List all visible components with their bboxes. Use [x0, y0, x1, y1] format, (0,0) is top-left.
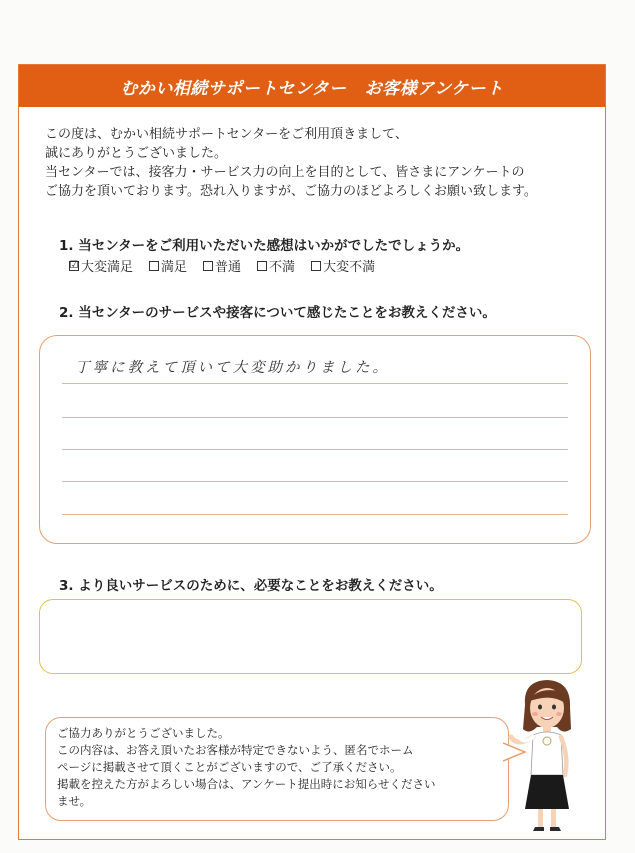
checkbox-checked-icon[interactable]: ☑: [69, 259, 79, 271]
closing-line: ませ。: [57, 794, 92, 808]
answer-rule: [62, 383, 568, 384]
option-label: 大変満足: [81, 260, 134, 275]
answer-rule: [62, 449, 568, 450]
header-survey-title: お客様アンケート: [364, 78, 504, 99]
option-label: 大変不満: [323, 260, 376, 275]
closing-text: [57, 725, 497, 810]
option-label: 不満: [269, 260, 296, 275]
answer-rule: [62, 481, 568, 482]
checkbox-icon[interactable]: [311, 261, 321, 271]
option-very-dissatisfied[interactable]: [311, 256, 375, 275]
intro-line: ご協力を頂いております。恐れ入りますが、ご協力のほどよろしくお願い致します。: [45, 184, 537, 199]
answer-2-handwriting: 丁寧に教えて頂いて大変助かりました。: [75, 360, 390, 376]
option-neutral[interactable]: [203, 256, 241, 275]
question-3: 3. より良いサービスのために、必要なことをお教えください。: [59, 578, 443, 594]
question-2: 2. 当センターのサービスや接客について感じたことをお教えください。: [59, 305, 496, 321]
satisfaction-options: [69, 256, 391, 275]
checkbox-icon[interactable]: [203, 261, 213, 271]
question-1: 1. 当センターをご利用いただいた感想はいかがでしたでしょうか。: [59, 238, 470, 254]
intro-text: [45, 125, 590, 201]
header-center-name: むかい相続サポートセンター: [120, 78, 347, 99]
checkbox-icon[interactable]: [149, 261, 159, 271]
closing-line: この内容は、お答え頂いたお客様が特定できないよう、匿名でホーム: [57, 743, 414, 757]
intro-line: 当センターでは、接客力・サービス力の向上を目的として、皆さまにアンケートの: [45, 165, 525, 180]
answer-rule: [62, 417, 568, 418]
survey-header: [19, 65, 605, 107]
closing-line: ご協力ありがとうございました。: [57, 726, 230, 740]
intro-line: この度は、むかい相続サポートセンターをご利用頂きまして、: [45, 127, 408, 142]
option-very-satisfied[interactable]: [69, 256, 133, 275]
staff-woman-illustration: [507, 677, 589, 837]
option-dissatisfied[interactable]: [257, 256, 295, 275]
option-satisfied[interactable]: [149, 256, 187, 275]
intro-line: 誠にありがとうございました。: [45, 146, 228, 161]
answer-rule: [62, 514, 568, 515]
closing-line: ページに掲載させて頂くことがございますので、ご了承ください。: [57, 760, 402, 774]
option-label: 普通: [215, 260, 242, 275]
survey-sheet: [18, 64, 606, 840]
checkbox-icon[interactable]: [257, 261, 267, 271]
closing-line: 掲載を控えた方がよろしい場合は、アンケート提出時にお知らせください: [57, 777, 436, 791]
answer-3-box[interactable]: [39, 599, 582, 674]
option-label: 満足: [161, 260, 188, 275]
